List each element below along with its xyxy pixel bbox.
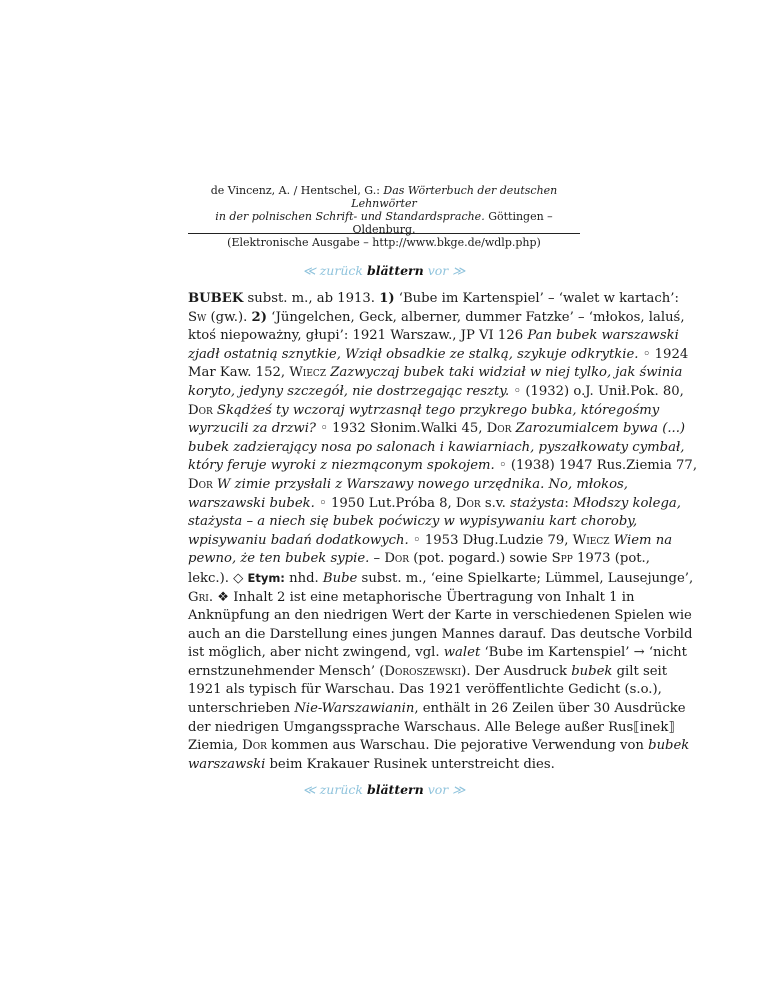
entry-line: warszawski beim Krakauer Rusinek unterstreicht dies. — [188, 756, 555, 772]
entry-line: auch an die Darstellung eines jungen Mannes darauf. Das deutsche Vorbild — [188, 626, 693, 642]
entry-line: warszawski bubek. ◦ 1950 Lut.Próba 8, Dor s.v. stażysta: Młodszy kolega, — [188, 495, 681, 511]
entry-line: zjadł ostatnią sznytkie, Wziął obsadkie ze stalką, szykuje odkrytkie. ◦ 1924 — [188, 346, 689, 362]
nav-forward-arrow[interactable]: ≫ — [452, 782, 466, 797]
entry-line: ktoś niepoważny, głupi’: 1921 Warszaw., JP VI 126 Pan bubek warszawski — [188, 328, 679, 344]
nav-back-arrow[interactable]: ≪ — [302, 263, 316, 278]
nav-browse-label: blättern — [366, 782, 424, 797]
entry-line: wyrzucili za drzwi? ◦ 1932 Słonim.Walki 45, Dor Zarozumialcem bywa (...) — [188, 421, 686, 437]
nav-back-link[interactable]: zurück — [319, 782, 363, 797]
nav-forward-link[interactable]: vor — [427, 263, 449, 278]
etym-label: Etym: — [247, 570, 285, 585]
nav-back-link[interactable]: zurück — [319, 263, 363, 278]
citation-line-3: (Elektronische Ausgabe – http://www.bkge.de/wdlp.php) — [227, 236, 541, 249]
sense-number: 2) — [251, 309, 267, 325]
entry-line: BUBEK subst. m., ab 1913. 1) ‘Bube im Kartenspiel’ – ‘walet w kartach’: — [188, 291, 679, 306]
entry-line: Mar Kaw. 152, Wiecz Zazwyczaj bubek taki widział w niej tylko, jak świnia — [188, 365, 683, 381]
entry-line: koryto, jedyny szczegół, nie dostrzegając reszty. ◦ (1932) o.J. Unił.Pok. 80, — [188, 383, 684, 399]
entry-line: Dor Skądżeś ty wczoraj wytrzasnął tego przykrego bubka, któregośmy — [188, 402, 660, 418]
citation-line-2: in der polnischen Schrift- und Standardsprache. Göttingen – Oldenburg. — [215, 210, 553, 236]
entry-line: der niedrigen Umgangssprache Warschaus. Alle Belege außer Rus⟦inek⟧ — [188, 719, 675, 735]
entry-line: Ziemia, Dor kommen aus Warschau. Die pejorative Verwendung von bubek — [188, 738, 690, 754]
nav-back-arrow[interactable]: ≪ — [302, 782, 316, 797]
entry-line: unterschrieben Nie-Warszawianin, enthält in 26 Zeilen über 30 Ausdrücke — [188, 701, 686, 717]
entry-line: ist möglich, aber nicht zwingend, vgl. walet ‘Bube im Kartenspiel’ → ‘nicht — [188, 645, 687, 661]
header-divider — [188, 233, 580, 234]
nav-forward-link[interactable]: vor — [427, 782, 449, 797]
entry-line: Sw (gw.). 2) ‘Jüngelchen, Geck, alberner, dummer Fatzke’ – ‘młokos, laluś, — [188, 309, 685, 325]
citation-header — [188, 184, 580, 249]
page-nav-bottom — [0, 782, 768, 797]
entry-line: wpisywaniu badań dodatkowych. ◦ 1953 Dług.Ludzie 79, Wiecz Wiem na — [188, 532, 673, 548]
entry-line: Dor W zimie przysłali z Warszawy nowego urzędnika. No, młokos, — [188, 476, 628, 492]
entry-line: Anknüpfung an den niedrigen Wert der Karte in verschiedenen Spielen wie — [188, 608, 692, 624]
entry-line: Gri. ❖ Inhalt 2 ist eine metaphorische Übertragung von Inhalt 1 in — [188, 589, 635, 605]
entry-line: pewno, że ten bubek sypie. – Dor (pot. pogard.) sowie Spp 1973 (pot., — [188, 551, 650, 567]
entry-line: lekc.). ◇ Etym: nhd. Bube subst. m., ‘eine Spielkarte; Lümmel, Lausejunge’, — [188, 570, 694, 586]
dictionary-entry — [188, 290, 698, 774]
entry-line: bubek zadzierający nosa po salonach i kawiarniach, pyszałkowaty cymbał, — [188, 439, 685, 455]
citation-line-1: de Vincenz, A. / Hentschel, G.: Das Wörterbuch der deutschen Lehnwörter — [210, 184, 558, 210]
entry-line: stażysta – a niech się bubek poćwiczy w wypisywaniu kart choroby, — [188, 514, 638, 530]
entry-line: który feruje wyroki z niezmąconym spokojem. ◦ (1938) 1947 Rus.Ziemia 77, — [188, 458, 698, 474]
headword: BUBEK — [188, 291, 244, 306]
entry-line: 1921 als typisch für Warschau. Das 1921 veröffentlichte Gedicht (s.o.), — [188, 682, 662, 698]
nav-browse-label: blättern — [366, 263, 424, 278]
entry-line: ernstzunehmender Mensch’ (Doroszewski). Der Ausdruck bubek gilt seit — [188, 663, 668, 679]
nav-forward-arrow[interactable]: ≫ — [452, 263, 466, 278]
book-title: Das Wörterbuch der deutschen Lehnwörter — [351, 184, 558, 210]
sense-number: 1) — [379, 291, 395, 306]
page-nav-top — [0, 263, 768, 278]
